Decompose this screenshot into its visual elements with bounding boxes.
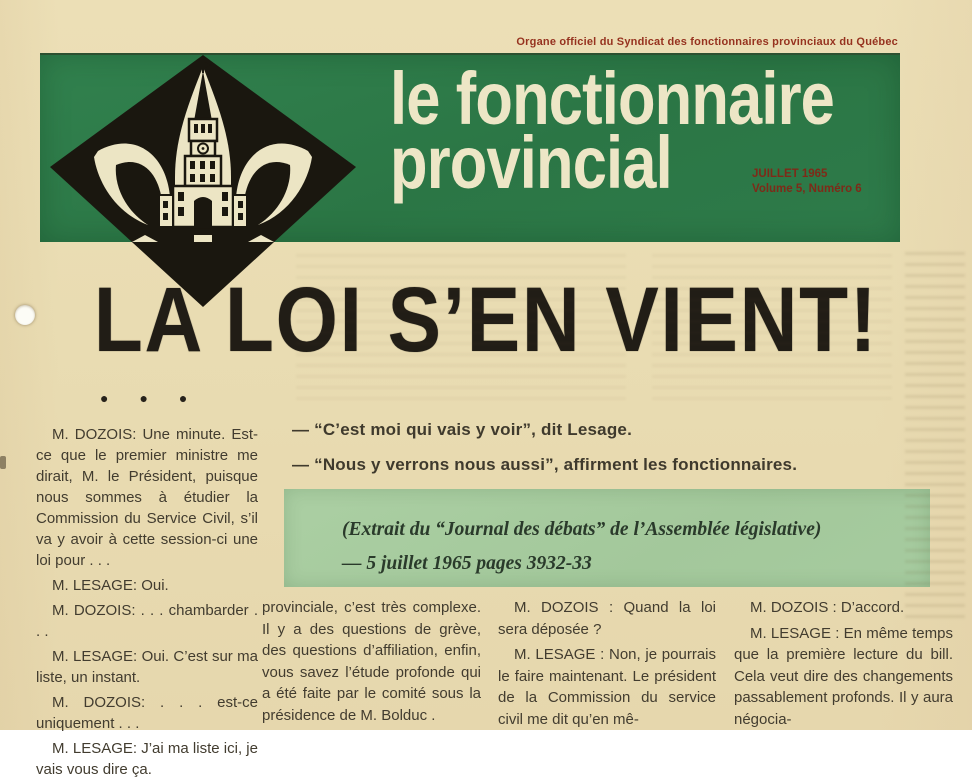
pull-quotes [292,420,912,490]
bleed-through-texture [652,254,892,400]
publication-title-line2: provincial [390,121,672,204]
paragraph: M. LESAGE : Non, je pourrais le faire maintenant. Le président de la Commission du service civil me dit qu’en mê- [498,646,716,728]
issue-info [752,167,862,197]
extract-line: (Extrait du “Journal des débats” de l’Assemblée législative) [342,519,822,540]
bottom-column-1 [262,597,481,730]
paragraph: M. DOZOIS: . . . chambarder . . . [36,602,258,640]
hole-punch [15,305,35,325]
paragraph: M. LESAGE : En même temps que la première lecture du bill. Cela veut dire des changements passablement profonds. Il y aura négocia- [734,624,953,728]
quote-line: — “Nous y verrons nous aussi”, affirment les fonctionnaires. [292,455,798,474]
paragraph: M. DOZOIS : Quand la loi sera déposée ? [498,599,716,638]
paragraph: M. DOZOIS: Une minute. Est-ce que le premier ministre me dirait, M. le Président, puisque nous sommes à étudier la Commission du Service Civil, s’il va y avoir à cette session-ci une loi pour . . . [36,426,258,569]
paragraph: M. DOZOIS: . . . est-ce uniquement . . . [36,694,258,732]
fleur-de-lis-logo [48,55,360,242]
paragraph: M. LESAGE: Oui. [52,577,169,594]
extract-box [284,489,930,587]
paragraph: M. DOZOIS : D’accord. [750,599,905,616]
paragraph: provinciale, c’est très complexe. Il y a des questions de grève, des questions d’affiliation, enfin, vous savez l’étude profonde qui a été faite par le comité sous la présidence de M. Bolduc . [262,599,481,724]
bleed-through-texture [296,254,626,400]
masthead-banner [40,53,900,242]
bleed-through-texture [905,252,965,624]
publication-title-line1: le fonctionnaire [390,57,835,140]
main-headline: LA LOI S’EN VIENT! [93,269,879,371]
quote-line: — “C’est moi qui vais y voir”, dit Lesage. [292,420,632,439]
bottom-column-2 [498,597,716,730]
extract-line: — 5 juillet 1965 pages 3932-33 [342,553,592,574]
section-divider-dots: ●●● [100,390,219,406]
issue-date: JUILLET 1965 [752,168,828,180]
issue-number: Volume 5, Numéro 6 [752,183,862,195]
official-organ-tagline: Organe officiel du Syndicat des fonctionnaires provinciaux du Québec [516,36,898,48]
edge-smudge [0,456,6,469]
paragraph: M. LESAGE: Oui. C’est sur ma liste, un instant. [36,648,258,686]
left-column [36,424,258,778]
paragraph: M. LESAGE: J’ai ma liste ici, je vais vous dire ça. [36,740,258,778]
